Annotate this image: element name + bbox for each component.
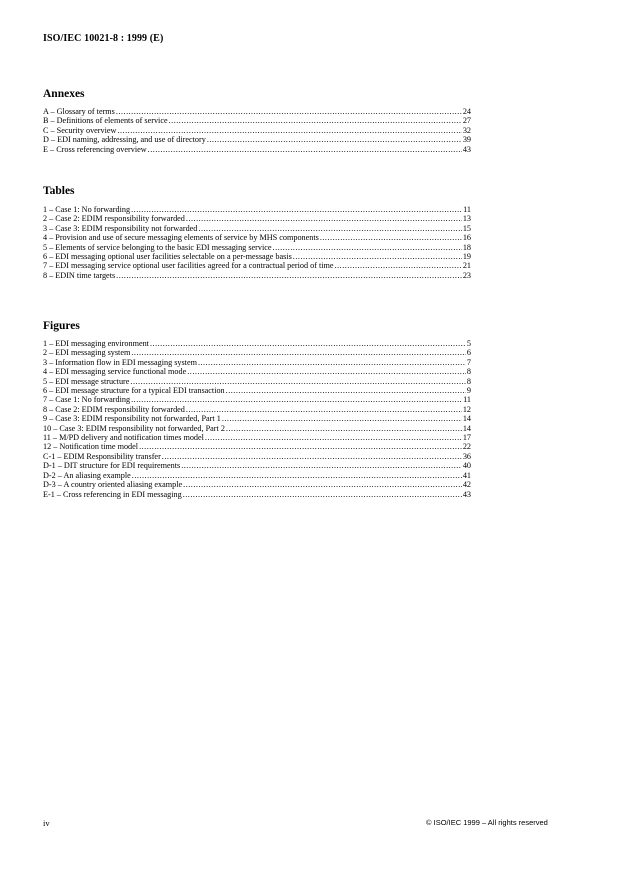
toc-entry-label: 12 – Notification time model [43, 442, 139, 452]
toc-entry-page: 15 [462, 223, 471, 233]
dot-leader [222, 414, 462, 423]
toc-entry-page: 7 [466, 357, 471, 367]
toc-entry-label: 2 – EDI messaging system [43, 348, 131, 358]
figures-list [43, 339, 471, 499]
toc-entry-page: 19 [462, 252, 471, 262]
tables-heading: Tables [43, 185, 75, 197]
toc-entry-label: 3 – Case 3: EDIM responsibility not forwarded [43, 223, 198, 233]
toc-entry[interactable] [43, 145, 471, 154]
dot-leader [320, 233, 462, 242]
dot-leader [169, 116, 462, 125]
toc-entry[interactable] [43, 126, 471, 135]
toc-entry-page: 11 [463, 395, 471, 405]
annexes-list [43, 107, 471, 154]
toc-entry-label: 9 – Case 3: EDIM responsibility not forwarded, Part 1 [43, 414, 221, 424]
toc-entry-label: D – EDI naming, addressing, and use of directory [43, 135, 206, 145]
toc-entry[interactable] [43, 271, 471, 280]
toc-entry[interactable] [43, 224, 471, 233]
toc-entry-label: A – Glossary of terms [43, 107, 115, 116]
toc-entry[interactable] [43, 261, 471, 270]
toc-entry[interactable] [43, 135, 471, 144]
toc-entry-label: 2 – Case 2: EDIM responsibility forwarded [43, 214, 185, 224]
toc-entry-page: 13 [462, 214, 471, 224]
dot-leader [139, 442, 462, 451]
toc-entry[interactable] [43, 395, 471, 404]
toc-entry-page: 5 [466, 339, 471, 348]
toc-entry-label: 4 – EDI messaging service functional mode [43, 367, 187, 377]
toc-entry-page: 18 [462, 242, 471, 252]
toc-entry-label: C-1 – EDIM Responsibility transfer [43, 451, 161, 461]
document-header: ISO/IEC 10021-8 : 1999 (E) [43, 33, 164, 44]
annexes-heading: Annexes [43, 88, 85, 100]
toc-entry-page: 39 [462, 135, 471, 145]
toc-entry[interactable] [43, 461, 471, 470]
dot-leader [130, 377, 466, 386]
toc-entry-label: 6 – EDI messaging optional user facilities selectable on a per-message basis [43, 252, 292, 262]
dot-leader [116, 107, 462, 116]
toc-entry[interactable] [43, 452, 471, 461]
toc-entry-page: 22 [462, 442, 471, 452]
toc-entry-page: 6 [466, 348, 471, 358]
toc-entry[interactable] [43, 414, 471, 423]
toc-entry-page: 16 [462, 233, 471, 243]
toc-entry-label: 11 – M/PD delivery and notification times model [43, 433, 204, 443]
toc-entry[interactable] [43, 214, 471, 223]
dot-leader [183, 480, 462, 489]
toc-entry[interactable] [43, 480, 471, 489]
dot-leader [293, 252, 462, 261]
toc-entry-page: 14 [462, 414, 471, 424]
toc-entry[interactable] [43, 348, 471, 357]
dot-leader [187, 367, 466, 376]
toc-entry-page: 9 [466, 386, 471, 396]
dot-leader [186, 405, 462, 414]
toc-entry[interactable] [43, 233, 471, 242]
toc-entry-label: 7 – Case 1: No forwarding [43, 395, 131, 405]
toc-entry-page: 36 [462, 451, 471, 461]
toc-entry-page: 14 [462, 423, 471, 433]
dot-leader [205, 433, 462, 442]
toc-entry-label: 1 – Case 1: No forwarding [43, 205, 131, 214]
toc-entry-label: 1 – EDI messaging environment [43, 339, 149, 348]
dot-leader [132, 471, 462, 480]
toc-entry-page: 23 [462, 270, 471, 280]
page-number: iv [43, 818, 50, 828]
dot-leader [131, 348, 466, 357]
dot-leader [162, 452, 462, 461]
toc-entry-label: E-1 – Cross referencing in EDI messaging [43, 489, 182, 499]
tables-list [43, 205, 471, 280]
toc-entry-label: 3 – Information flow in EDI messaging system [43, 357, 197, 367]
toc-entry-page: 40 [462, 461, 471, 471]
toc-entry[interactable] [43, 471, 471, 480]
figures-heading: Figures [43, 320, 80, 332]
toc-entry[interactable] [43, 252, 471, 261]
toc-entry-page: 43 [462, 144, 471, 154]
toc-entry-label: 5 – Elements of service belonging to the basic EDI messaging service [43, 242, 272, 252]
toc-entry[interactable] [43, 107, 471, 116]
dot-leader [186, 214, 462, 223]
dot-leader [226, 386, 466, 395]
toc-entry[interactable] [43, 424, 471, 433]
dot-leader [207, 135, 462, 144]
toc-entry[interactable] [43, 386, 471, 395]
toc-entry-page: 8 [466, 376, 471, 386]
toc-entry[interactable] [43, 116, 471, 125]
toc-entry-label: 5 – EDI message structure [43, 376, 130, 386]
toc-entry-label: 8 – Case 2: EDIM responsibility forwarded [43, 404, 185, 414]
toc-entry-page: 8 [466, 367, 471, 377]
toc-entry-page: 42 [462, 480, 471, 490]
dot-leader [150, 339, 466, 348]
dot-leader [131, 395, 462, 404]
toc-entry[interactable] [43, 339, 471, 348]
toc-entry-label: D-2 – An aliasing example [43, 470, 131, 480]
toc-entry-page: 43 [462, 489, 471, 499]
toc-entry-page: 12 [462, 404, 471, 414]
toc-entry[interactable] [43, 490, 471, 499]
toc-entry-label: E – Cross referencing overview [43, 144, 147, 154]
toc-entry-page: 24 [462, 107, 471, 116]
toc-entry[interactable] [43, 405, 471, 414]
dot-leader [335, 261, 462, 270]
toc-entry-label: C – Security overview [43, 125, 117, 135]
toc-entry-page: 27 [462, 116, 471, 126]
dot-leader [226, 424, 462, 433]
dot-leader [198, 224, 461, 233]
toc-entry-page: 21 [462, 261, 471, 271]
toc-entry-page: 17 [462, 433, 471, 443]
toc-entry-label: 8 – EDIN time targets [43, 270, 116, 280]
toc-entry-label: D-3 – A country oriented aliasing example [43, 480, 183, 490]
toc-entry[interactable] [43, 377, 471, 386]
toc-entry[interactable] [43, 205, 471, 214]
dot-leader [131, 205, 462, 214]
dot-leader [117, 126, 461, 135]
dot-leader [183, 490, 462, 499]
toc-entry-label: B – Definitions of elements of service [43, 116, 168, 126]
toc-entry-label: 7 – EDI messaging service optional user facilities agreed for a contractual period of time [43, 261, 334, 271]
toc-entry[interactable] [43, 367, 471, 376]
toc-entry-page: 41 [462, 470, 471, 480]
toc-entry-label: 10 – Case 3: EDIM responsibility not forwarded, Part 2 [43, 423, 225, 433]
toc-entry-label: 4 – Provision and use of secure messaging elements of service by MHS components [43, 233, 319, 243]
dot-leader [116, 271, 462, 280]
toc-entry-page: 32 [462, 125, 471, 135]
toc-entry[interactable] [43, 358, 471, 367]
toc-entry-label: D-1 – DIT structure for EDI requirements [43, 461, 181, 471]
toc-entry-page: 11 [463, 205, 471, 214]
dot-leader [148, 145, 462, 154]
dot-leader [273, 243, 462, 252]
toc-entry[interactable] [43, 243, 471, 252]
dot-leader [198, 358, 466, 367]
toc-entry-label: 6 – EDI message structure for a typical EDI transaction [43, 386, 225, 396]
toc-entry[interactable] [43, 442, 471, 451]
copyright-notice: © ISO/IEC 1999 – All rights reserved [426, 818, 548, 827]
dot-leader [181, 461, 462, 470]
toc-entry[interactable] [43, 433, 471, 442]
